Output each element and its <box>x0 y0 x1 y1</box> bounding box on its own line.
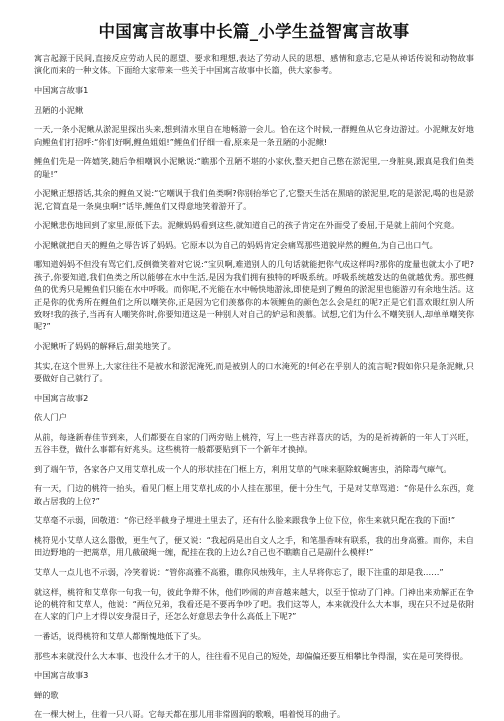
intro-paragraph: 寓言起源于民间,直接反应劳动人民的愿望、要求和理想,表达了劳动人民的思想、感情和意志,它是从神话传说和动物故事演化而来的一种文体。下面给大家带来一些关于中国寓言故事中长篇，供大家参考。 <box>34 53 474 76</box>
paragraph: 一天,一条小泥鳅从淤泥里探出头来,想到清水里自在地畅游一会儿。恰在这个时候,一群鲤鱼从它身边游过。小泥鳅友好地向鲤鱼们打招呼:“你们好啊,鲤鱼姐姐!”鲤鱼们仔细一看,原来是一条丑陋的小泥鳅! <box>34 124 474 147</box>
story-title-3: 蝉的歌 <box>34 689 59 700</box>
paragraph: 鲤鱼们先是一阵嬉笑,随后争相嘲讽小泥鳅说:“瞧那个丑陋不堪的小家伙,整天把自己憋在淤泥里,一身脏臭,跟真是我们鱼类的耻!” <box>34 156 474 179</box>
section-heading-1: 中国寓言故事1 <box>34 85 89 95</box>
paragraph: 艾草毫不示弱，回敬道：“你已经半截身子埋进土里去了，还有什么脸来跟我争上位下位，你生来就只配在我的下面!” <box>34 515 456 526</box>
paragraph: 哪知道妈妈不但没有骂它们,反倒微笑着对它说:“宝贝啊,难道别人的几句话就能把你气成这样吗?那你的度量也就太小了吧?孩子,你要知道,我们鱼类之所以能够在水中生活,是因为我们拥有独特的呼吸系统。呼吸系统越发达的鱼就越优秀。那些鲤鱼的优秀只是鲤鱼们只能在水中呼吸。而你呢,不光能在水中畅快地游泳,即使是到了鲤鱼的淤泥里也能游刃有余地生活。这正是你的优秀所在鲤鱼们之所以嘲笑你,正是因为它们羡慕你的本领鲤鱼的颜色怎么会是红的呢?正是它们喜欢眼红别人所致呀!我的孩子,当再有人嘲笑你时,你要知道这是一种别人对自己的妒忌和羡慕。试想,它们为什么不嘲笑别人,却单单嘲笑你呢?” <box>34 259 474 332</box>
document-title: 中国寓言故事中长篇_小学生益智寓言故事 <box>98 22 410 41</box>
paragraph: 一番话，说得桃符和艾草人都惭愧地低下了头。 <box>34 630 206 641</box>
paragraph: 小泥鳅悲伤地回到了家里,原低下去。泥鳅妈妈看到这些,就知道自己的孩子肯定在外面受了委屈,于是就上前问个究竟。 <box>34 220 460 231</box>
paragraph: 在一棵大树上，住着一只八哥。它每天都在那儿用非常圆润的歌喉，唱着悦耳的曲子。 <box>34 709 346 720</box>
paragraph: 小泥鳅就把自天的鲤鱼之辱告诉了妈妈。它原本以为自己的妈妈肯定会痛骂那些道貌岸然的鲤鱼,为自己出口气。 <box>34 239 438 250</box>
paragraph: 艾草人一点儿也不示弱，冷笑着说：“管你高雅不高雅，瞧你风烛残年，主人早将你忘了，眼下注重的却是我……” <box>34 566 444 577</box>
paragraph: 有一天，门边的桃符一抬头，看见门框上用艾草扎成的小人挂在那里，便十分生气，于是对艾草骂道：“你是什么东西，竟敢占居我的上位?” <box>34 483 474 506</box>
paragraph: 小泥鳅正想搭话,其余的鲤鱼又说:“它嘲讽于我们鱼类啊?你别抬举它了,它整天生活在黑暗的淤泥里,吃的是淤泥,喝的也是淤泥,它简直是一条臭虫啊!”话毕,鲤鱼们又得意地笑着游开了。 <box>34 188 474 211</box>
document-body <box>34 52 474 721</box>
paragraph: 到了端午节，各家各户又用艾草扎成一个人的形状挂在门框上方，利用艾草的气味来驱除蚊蝇害虫，消除毒气瘴气。 <box>34 463 452 474</box>
paragraph: 其实,在这个世界上,大家往往不是被水和淤泥淹死,而是被别人的口水淹死的!何必在乎别人的流言呢?假如你只是条泥鳅,只要做好自己就行了。 <box>34 360 474 383</box>
section-heading-3: 中国寓言故事3 <box>34 670 89 681</box>
section-heading-2: 中国寓言故事2 <box>34 392 89 403</box>
paragraph: 那些本来就没什么大本事、也没什么才干的人，往往看不见自己的短处，却偏偏还要互相攀比争得溜，实在是可笑得很。 <box>34 650 468 661</box>
paragraph: 小泥鳅听了妈妈的解释后,甜美地笑了。 <box>34 341 176 351</box>
paragraph: 桃符见小艾草人这么嚣傲，更生气了，便又说：“我起码是出自文人之手，和笔墨香味有联系，我的出身高雅。而你，未自田边野地的一把蒿草，用几截破绳一缠，配挂在我的上边么?自己也不瞧瞧自己是副什么模样!” <box>34 534 474 558</box>
paragraph: 就这样，桃符和艾草你一句我一句，彼此争辩不休，他们吵闹的声音越来越大，以至于惊动了门神。门神出来劝解正在争论的桃符和艾草人，他说：“两位兄弟，我看还是不要再争吵了吧。我们这等人，本来就没什么大本事，现在只不过是依附在人家的门户上才得以安身混日子，还怎么好意思去争什么高低上下呢?” <box>34 586 474 622</box>
paragraph: 从前，每逢新春佳节到来，人们都要在自家的门两旁贴上桃符，写上一些吉祥喜庆的话，为的是祈祷新的一年人丁兴旺，五谷丰登，做什么事都有好兆头。这些桃符一般都要贴到下一个新年才换掉。 <box>34 431 474 455</box>
story-title-1: 丑陋的小泥鳅 <box>34 104 84 115</box>
story-title-2: 依人门户 <box>34 412 67 423</box>
